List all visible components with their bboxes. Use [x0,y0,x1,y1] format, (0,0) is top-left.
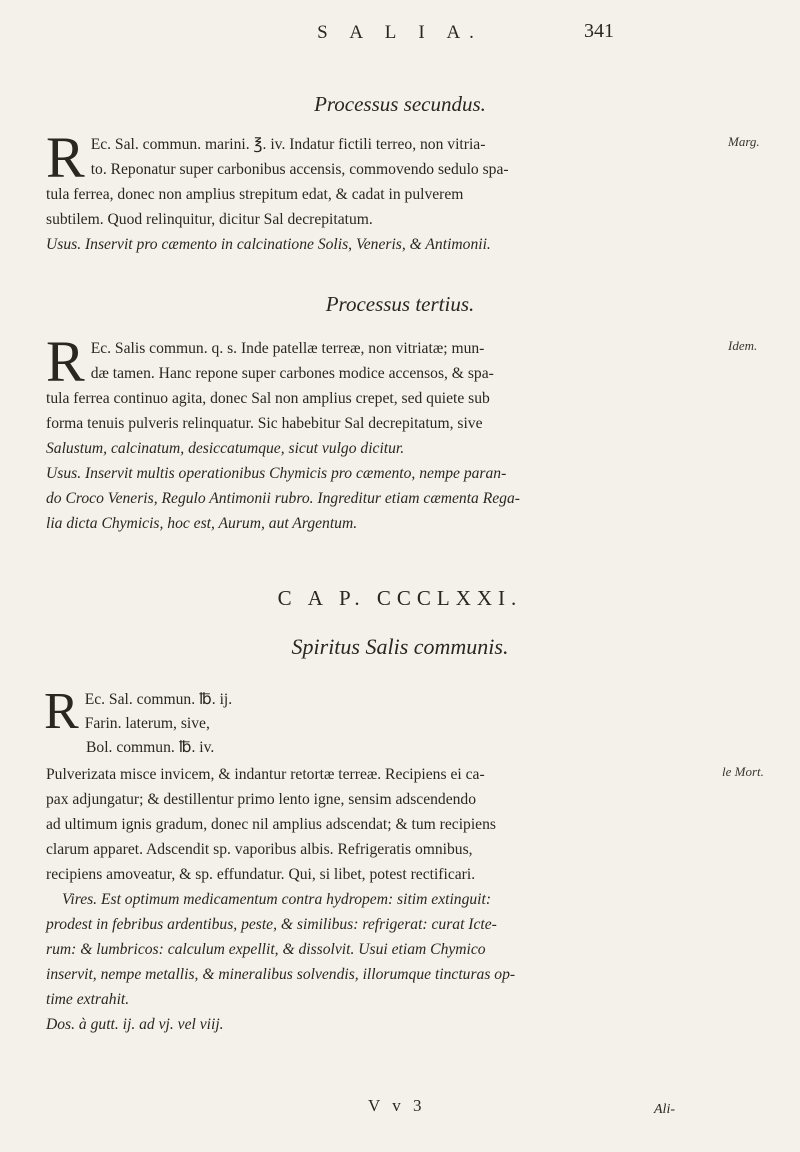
text-line: Dos. à gutt. ij. ad vj. vel viij. [46,1016,224,1033]
paragraph-processus-tertius [46,329,684,536]
recipe-line: Bol. commun. ℔. iv. [86,739,215,756]
margin-note: le Mort. [722,764,764,779]
running-head: S A L I A. [317,22,483,43]
text-line: recipiens amoveatur, & sp. effundatur. Qui, si libet, potest rectificari. [46,866,476,883]
chapter-title: Spiritus Salis communis. [291,634,509,659]
text-line: Usus. Inservit multis operationibus Chymicis pro cæmento, nempe paran- [46,465,507,482]
section-title-processus-tertius: Processus tertius. [325,292,475,316]
text-line: pax adjungatur; & destillentur primo lento igne, sensim adscendendo [46,791,477,808]
catchword: Ali- [654,1102,675,1117]
paragraph-processus-secundus [46,125,684,257]
text-line: Pulverizata misce invicem, & indantur retortæ terreæ. Recipiens ei ca- [46,766,485,783]
text-line: lia dicta Chymicis, hoc est, Aurum, aut Argentum. [46,515,358,532]
drop-cap-r: R [46,125,85,190]
text-line: Salustum, calcinatum, desiccatumque, sicut vulgo dicitur. [46,440,405,457]
margin-note: Marg. [728,134,760,149]
text-line: tula ferrea continuo agita, donec Sal non amplius crepet, sed quiete sub [46,390,490,407]
text-line: clarum apparet. Adscendit sp. vaporibus albis. Refrigeratis omnibus, [46,841,473,858]
recipe-line: Ec. Sal. commun. ℔. ij. [84,691,233,708]
recipe-block [44,683,233,740]
text-line: Usus. Inservit pro cæmento in calcinatione Solis, Veneris, & Antimonii. [46,236,491,253]
drop-cap-r: R [44,683,79,740]
signature-mark: V v 3 [368,1096,426,1115]
text-line: do Croco Veneris, Regulo Antimonii rubro. Ingreditur etiam cæmenta Rega- [46,490,520,507]
margin-note: Idem. [728,338,758,353]
text-line: Ec. Sal. commun. marini. ℥. iv. Indatur fictili terreo, non vitria- [90,136,486,153]
chapter-heading: C A P. CCCLXXI. [277,586,523,610]
text-line: Ec. Salis commun. q. s. Inde patellæ terreæ, non vitriatæ; mun- [90,340,485,357]
text-line: to. Reponatur super carbonibus accensis, commovendo sedulo spa- [90,161,509,178]
text-line: Vires. Est optimum medicamentum contra hydropem: sitim extinguit: [62,891,492,908]
recipe-line: Farin. laterum, sive, [84,715,210,732]
text-line: forma tenuis pulveris relinquatur. Sic habebitur Sal decrepitatum, sive [46,415,483,432]
text-line: prodest in febribus ardentibus, peste, & similibus: refrigerat: curat Icte- [46,916,497,933]
text-line: ad ultimum ignis gradum, donec nil amplius adscendat; & tum recipiens [46,816,496,833]
text-line: subtilem. Quod relinquitur, dicitur Sal decrepitatum. [46,211,373,228]
text-line: time extrahit. [46,991,130,1008]
text-line: dæ tamen. Hanc repone super carbones modice accensos, & spa- [90,365,494,382]
text-line: rum: & lumbricos: calculum expellit, & dissolvit. Usui etiam Chymico [46,941,486,958]
text-line: inservit, nempe metallis, & mineralibus solvendis, illorumque tincturas op- [46,966,516,983]
paragraph-spiritus-salis [46,762,706,1037]
drop-cap-r: R [46,329,85,394]
page-number: 341 [584,20,614,42]
text-line: tula ferrea, donec non amplius strepitum edat, & cadat in pulverem [46,186,464,203]
section-title-processus-secundus: Processus secundus. [314,92,486,116]
